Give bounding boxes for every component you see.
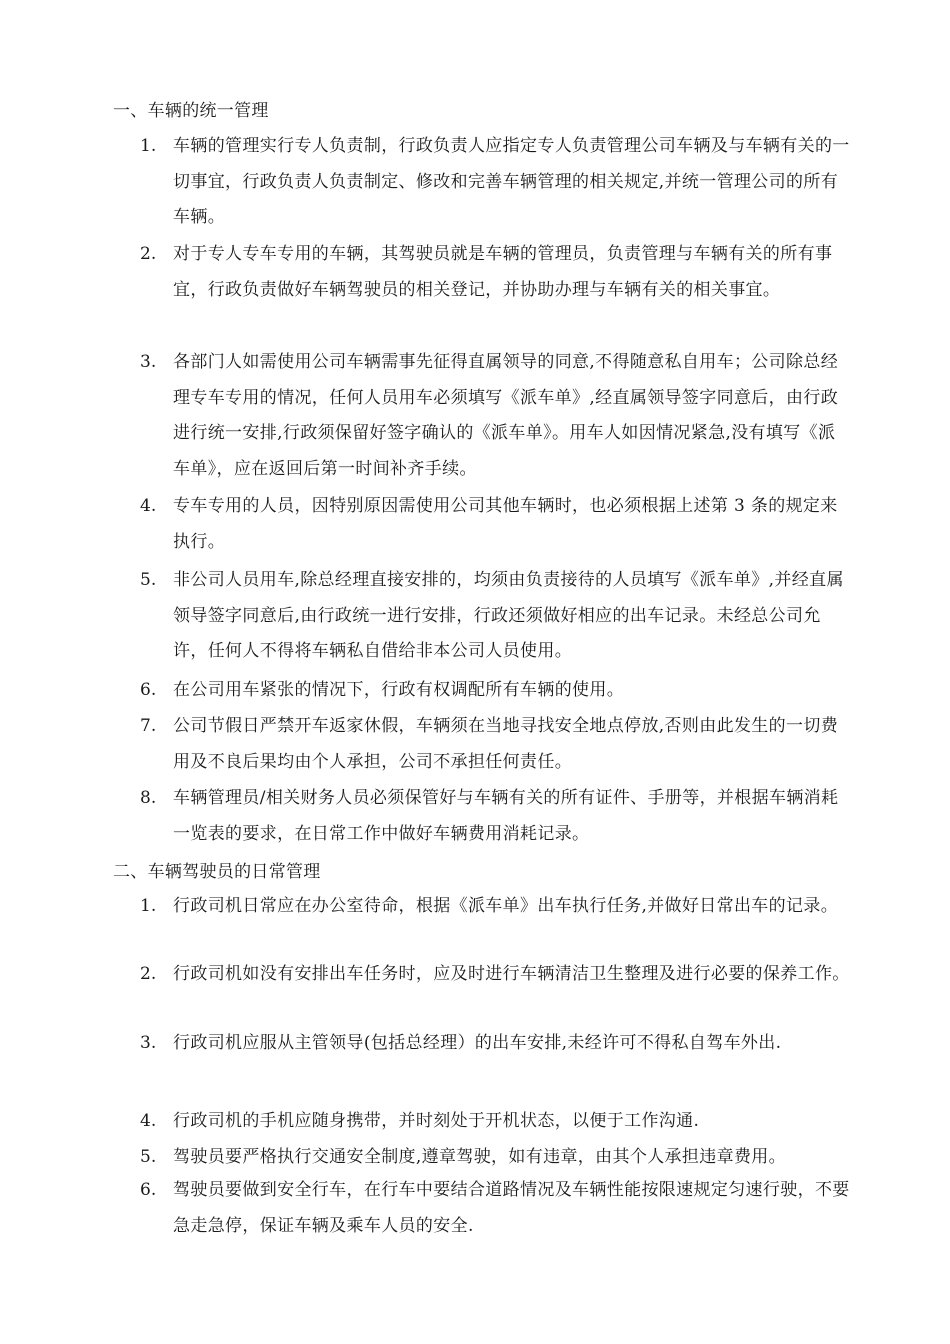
- item-number: 2.: [140, 964, 157, 984]
- section-heading: 二、车辆驾驶员的日常管理: [113, 862, 321, 882]
- item-number: 6.: [140, 1180, 157, 1200]
- item-text: 驾驶员要做到安全行车，在行车中要结合道路情况及车辆性能按限速规定匀速行驶，不要急走急停，保证车辆及乘车人员的安全.: [173, 1180, 850, 1236]
- item-number: 4.: [140, 1111, 157, 1131]
- list-item: [140, 563, 850, 670]
- list-item: [140, 673, 850, 709]
- item-number: 5.: [140, 570, 157, 590]
- item-number: 2.: [140, 244, 157, 264]
- list-item: [140, 1140, 850, 1176]
- list-item: [140, 957, 850, 993]
- section-heading: 一、车辆的统一管理: [113, 101, 269, 121]
- item-text: 驾驶员要严格执行交通安全制度,遵章驾驶，如有违章，由其个人承担违章费用。: [173, 1147, 787, 1167]
- item-text: 非公司人员用车,除总经理直接安排的，均须由负责接待的人员填写《派车单》,并经直属领导签字同意后,由行政统一进行安排，行政还须做好相应的出车记录。未经总公司允许，任何人不得将车辆私自借给非本公司人员使用。: [173, 570, 844, 661]
- list-item: [140, 709, 850, 780]
- item-number: 3.: [140, 1033, 157, 1053]
- item-text: 在公司用车紧张的情况下，行政有权调配所有车辆的使用。: [173, 680, 625, 700]
- item-number: 1.: [140, 896, 157, 916]
- item-text: 对于专人专车专用的车辆，其驾驶员就是车辆的管理员，负责管理与车辆有关的所有事宜，行政负责做好车辆驾驶员的相关登记，并协助办理与车辆有关的相关事宜。: [173, 244, 833, 300]
- list-item: [140, 889, 850, 925]
- item-text: 车辆管理员/相关财务人员必须保管好与车辆有关的所有证件、手册等，并根据车辆消耗一览表的要求，在日常工作中做好车辆费用消耗记录。: [173, 788, 839, 844]
- item-text: 行政司机日常应在办公室待命，根据《派车单》出车执行任务,并做好日常出车的记录。: [173, 896, 839, 916]
- item-text: 公司节假日严禁开车返家休假，车辆须在当地寻找安全地点停放,否则由此发生的一切费用及不良后果均由个人承担，公司不承担任何责任。: [173, 716, 839, 772]
- item-text: 行政司机应服从主管领导(包括总经理）的出车安排,未经许可不得私自驾车外出.: [173, 1033, 782, 1053]
- item-number: 8.: [140, 788, 157, 808]
- item-text: 车辆的管理实行专人负责制，行政负责人应指定专人负责管理公司车辆及与车辆有关的一切事宜，行政负责人负责制定、修改和完善车辆管理的相关规定,并统一管理公司的所有车辆。: [173, 136, 850, 227]
- item-number: 3.: [140, 352, 157, 372]
- list-item: [140, 489, 850, 560]
- item-number: 1.: [140, 136, 157, 156]
- item-text: 行政司机的手机应随身携带，并时刻处于开机状态，以便于工作沟通.: [173, 1111, 700, 1131]
- item-text: 专车专用的人员，因特别原因需使用公司其他车辆时，也必须根据上述第 3 条的规定来执行。: [173, 496, 838, 552]
- list-item: [140, 345, 850, 487]
- item-number: 7.: [140, 716, 157, 736]
- list-item: [140, 781, 850, 852]
- list-item: [140, 1173, 850, 1244]
- list-item: [140, 1026, 850, 1062]
- item-text: 各部门人如需使用公司车辆需事先征得直属领导的同意,不得随意私自用车；公司除总经理专车专用的情况，任何人员用车必须填写《派车单》,经直属领导签字同意后，由行政进行统一安排,行政须保留好签字确认的《派车单》。用车人如因情况紧急,没有填写《派车单》，应在返回后第一时间补齐手续。: [173, 352, 839, 479]
- list-item: [140, 129, 850, 236]
- item-number: 6.: [140, 680, 157, 700]
- item-number: 4.: [140, 496, 157, 516]
- item-number: 5.: [140, 1147, 157, 1167]
- list-item: [140, 237, 850, 308]
- list-item: [140, 1104, 850, 1140]
- item-text: 行政司机如没有安排出车任务时，应及时进行车辆清洁卫生整理及进行必要的保养工作。: [173, 964, 850, 984]
